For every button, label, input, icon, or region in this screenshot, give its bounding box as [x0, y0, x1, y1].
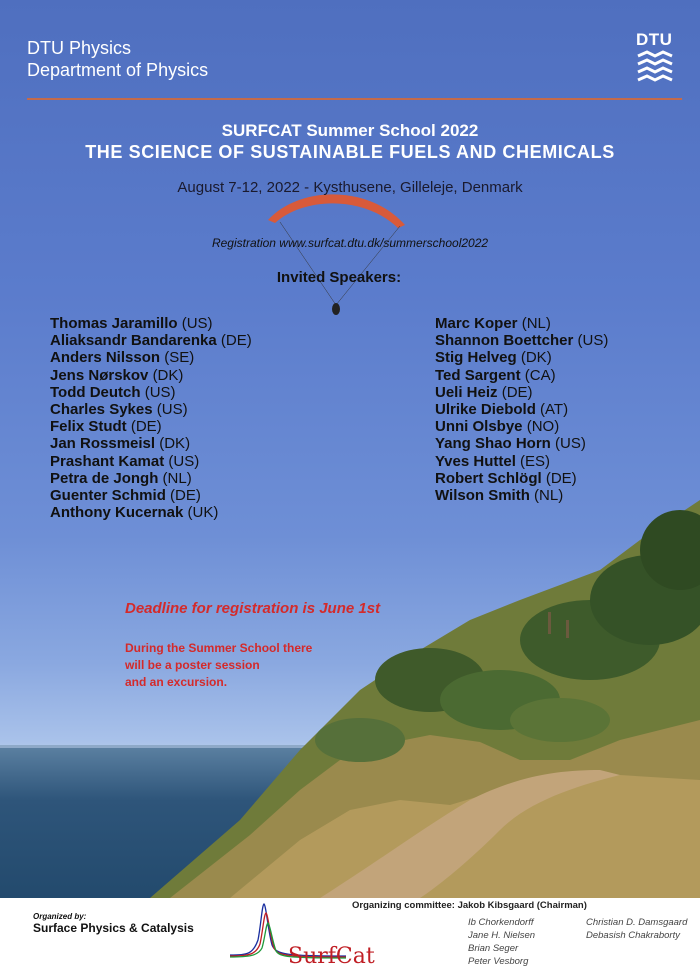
committee-member: Christian D. Damsgaard	[586, 917, 688, 928]
speaker: Todd Deutch (US)	[50, 383, 176, 401]
dtu-logo	[636, 30, 674, 86]
committee-heading: Organizing committee: Jakob Kibsgaard (Chairman)	[352, 900, 587, 911]
speaker: Stig Helveg (DK)	[435, 349, 552, 367]
speaker: Felix Studt (DE)	[50, 418, 162, 436]
speaker: Yves Huttel (ES)	[435, 452, 551, 470]
speaker: Ulrike Diebold (AT)	[435, 401, 569, 419]
header-rule	[27, 98, 682, 100]
school-subtitle: THE SCIENCE OF SUSTAINABLE FUELS AND CHEMICALS	[85, 142, 615, 162]
committee-member: Ib Chorkendorff	[468, 917, 534, 928]
committee-member: Peter Vesborg	[468, 956, 529, 967]
note-line: During the Summer School there	[125, 641, 313, 655]
speaker: Ted Sargent (CA)	[435, 366, 556, 384]
organizer-name: Surface Physics & Catalysis	[33, 921, 194, 935]
speaker: Shannon Boettcher (US)	[435, 332, 609, 350]
committee-members-col2	[586, 916, 687, 942]
speakers-right-column	[435, 315, 608, 504]
committee-member: Debasish Chakraborty	[586, 930, 680, 941]
note-line: will be a poster session	[125, 658, 260, 672]
speaker: Thomas Jaramillo (US)	[50, 315, 213, 332]
speaker: Guenter Schmid (DE)	[50, 487, 201, 505]
speaker: Petra de Jongh (NL)	[50, 469, 192, 487]
speaker: Marc Koper (NL)	[435, 315, 551, 332]
speaker: Robert Schlögl (DE)	[435, 469, 577, 487]
committee-members-col1	[468, 916, 535, 968]
dept-line2: Department of Physics	[27, 60, 209, 80]
speaker: Jan Rossmeisl (DK)	[50, 435, 191, 453]
speaker: Aliaksandr Bandarenka (DE)	[50, 332, 252, 350]
speaker: Wilson Smith (NL)	[435, 487, 564, 505]
speaker: Unni Olsbye (NO)	[435, 418, 560, 436]
dtu-logo-text: DTU	[636, 30, 673, 49]
speaker: Anthony Kucernak (UK)	[50, 504, 219, 522]
department-header	[27, 37, 208, 81]
speaker: Jens Nørskov (DK)	[50, 366, 184, 384]
organized-by-label: Organized by:	[33, 912, 87, 921]
speakers-left-column	[50, 315, 252, 521]
event-dates: August 7-12, 2022 - Kysthusene, Gilleleje, Denmark	[177, 179, 523, 196]
school-title: SURFCAT Summer School 2022	[221, 121, 479, 140]
speakers-heading: Invited Speakers:	[276, 269, 402, 286]
committee-member: Brian Seger	[468, 943, 519, 954]
speaker: Anders Nilsson (SE)	[50, 349, 195, 367]
poster-session-note	[125, 640, 312, 691]
registration-deadline: Deadline for registration is June 1st	[125, 600, 381, 617]
dept-line1: DTU Physics	[27, 38, 132, 58]
wave-icon	[636, 50, 674, 82]
committee-member: Jane H. Nielsen	[468, 930, 536, 941]
note-line: and an excursion.	[125, 675, 228, 689]
surfcat-logo-text: SurfCat	[288, 944, 375, 969]
speaker: Prashant Kamat (US)	[50, 452, 200, 470]
registration-link[interactable]: Registration www.surfcat.dtu.dk/summerschool2022	[211, 236, 489, 250]
speaker: Yang Shao Horn (US)	[435, 435, 586, 453]
speaker: Ueli Heiz (DE)	[435, 383, 533, 401]
speaker: Charles Sykes (US)	[50, 401, 188, 419]
